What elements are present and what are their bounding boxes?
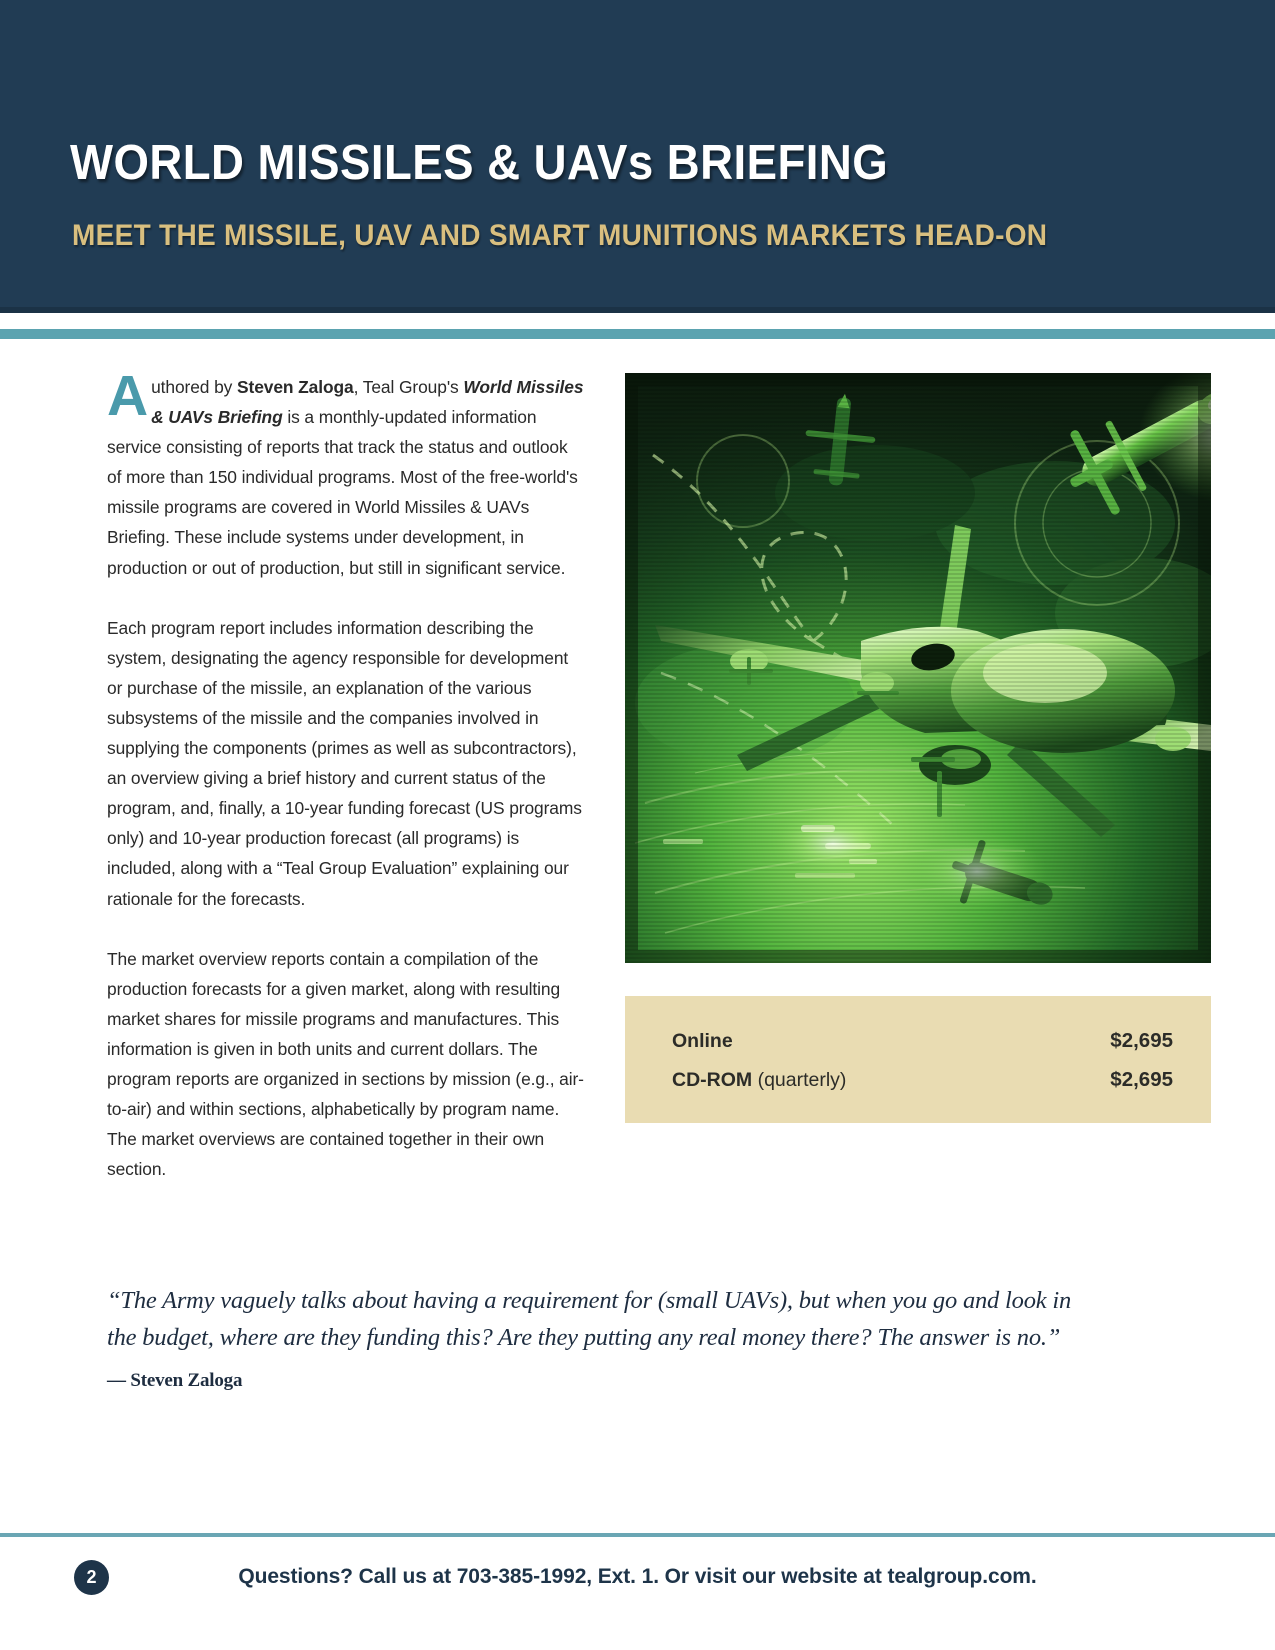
pricing-price-cdrom: $2,695 bbox=[1110, 1068, 1173, 1091]
pricing-label-online bbox=[672, 1030, 733, 1053]
pricing-box bbox=[625, 996, 1211, 1123]
page-title: WORLD MISSILES & UAVs BRIEFING bbox=[70, 136, 889, 190]
drop-cap-letter: A bbox=[107, 364, 149, 428]
product-name: World Missiles & UAVs Briefing bbox=[151, 377, 584, 428]
footer-contact-text: Questions? Call us at 703-385-1992, Ext. 1. Or visit our website at tealgroup.com. bbox=[238, 1565, 1037, 1588]
pricing-price-online: $2,695 bbox=[1110, 1029, 1173, 1052]
quote-line-1: “The Army vaguely talks about having a requirement for (small UAVs), but when you go and look in bbox=[107, 1287, 1071, 1314]
pull-quote bbox=[107, 1282, 1097, 1392]
uav-hero-image bbox=[625, 373, 1211, 963]
page-number-badge: 2 bbox=[74, 1560, 109, 1595]
paragraph-3: The market overview reports contain a compilation of the production forecasts for a given market, along with resulting market shares for missile programs and manufactures. This information is given in both units and current dollars. The program reports are organized in sections by mission (e.g., air-to-air) and within sections, alphabetically by program name. The market overviews are contained together in their own section. bbox=[107, 948, 584, 1180]
paragraph-1-lead: uthored by bbox=[151, 377, 237, 397]
pricing-row-online bbox=[672, 1029, 1173, 1053]
pricing-label-cdrom bbox=[672, 1069, 846, 1092]
uav-illustration bbox=[625, 373, 1211, 963]
paragraph-1 bbox=[107, 364, 585, 583]
pricing-row-cdrom bbox=[672, 1068, 1173, 1092]
body-text-column bbox=[107, 364, 585, 1184]
header-teal-divider bbox=[0, 329, 1275, 339]
paragraph-1-rest: is a monthly-updated information service consisting of reports that track the status and outlook of more than 150 individual programs. Most of the free-world's missile programs are covered in World Missiles & UAVs Briefing. These include systems under development, in production or out of production, but still in significant service. bbox=[107, 407, 578, 578]
pricing-label-online-text: Online bbox=[672, 1030, 733, 1052]
page-subtitle: MEET THE MISSILE, UAV AND SMART MUNITIONS MARKETS HEAD-ON bbox=[72, 219, 1048, 252]
footer-divider bbox=[0, 1533, 1275, 1537]
quote-line-2: the budget, where are they funding this? Are they putting any real money there? The answer is no.” bbox=[107, 1324, 1061, 1351]
paragraph-2: Each program report includes information describing the system, designating the agency responsible for development or purchase of the missile, an explanation of the various subsystems of the missile and the companies involved in supplying the components (primes as well as subcontractors), an overview giving a brief history and current status of the program, and, finally, a 10-year funding forecast (US programs only) and 10-year production forecast (all programs) is included, along with a “Teal Group Evaluation” explaining our rationale for the forecasts. bbox=[107, 617, 582, 909]
pricing-label-cdrom-text: CD-ROM bbox=[672, 1069, 753, 1091]
pricing-note-cdrom: (quarterly) bbox=[752, 1069, 847, 1091]
quote-attribution: — Steven Zaloga bbox=[107, 1370, 243, 1391]
paragraph-1-mid: , Teal Group's bbox=[353, 377, 464, 397]
author-name: Steven Zaloga bbox=[237, 377, 354, 397]
